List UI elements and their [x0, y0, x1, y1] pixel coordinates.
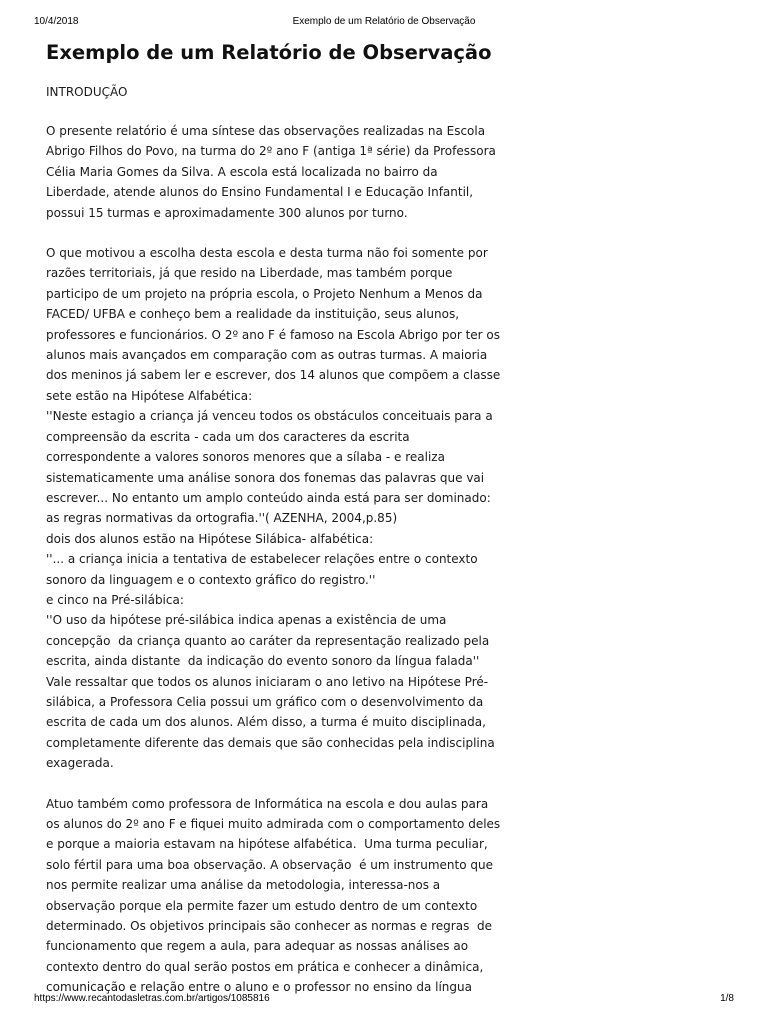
print-date: 10/4/2018: [34, 16, 79, 27]
print-header: [0, 16, 768, 30]
print-document-title: Exemplo de um Relatório de Observação: [292, 16, 476, 27]
section-heading: INTRODUÇÃO: [46, 85, 128, 99]
article-title: Exemplo de um Relatório de Observação: [46, 41, 492, 64]
paragraph-2: O que motivou a escolha desta escola e desta turma não foi somente por razões territoriais, já que resido na Liberdade, mas também porque participo de um projeto na própria escola, o Projeto Nenhum a Menos da FACED/ UFBA e conheço bem a realidade da instituição, seus alunos, professores e funcionários. O 2º ano F é famoso na Escola Abrigo por ter os alunos mais avançados em comparação com as outras turmas. A maioria dos meninos já sabem ler e escrever, dos 14 alunos que compõem a classe sete estão na Hipótese Alfabética: ''Neste estagio a criança já venceu todos os obstáculos conceituais para a compreensão da escrita - cada um dos caracteres da escrita correspondente a valores sonoros menores que a sílaba - e realiza sistematicamente uma análise sonora dos fonemas das palavras que vai escrever... No entanto um amplo conteúdo ainda está para ser dominado: as regras normativas da ortografia.''( AZENHA, 2004,p.85) dois dos alunos estão na Hipótese Silábica- alfabética: ''... a criança inicia a tentativa de estabelecer relações entre o contexto sonoro da linguagem e o contexto gráfico do registro.'' e cinco na Pré-silábica: ''O uso da hipótese pré-silábica indica apenas a existência de uma concepção da criança quanto ao caráter da representação realizado pela escrita, ainda distante da indicação do evento sonoro da língua falada'' Vale ressaltar que todos os alunos iniciaram o ano letivo na Hipótese Pré- silábica, a Professora Celia possui um gráfico com o desenvolvimento da escrita de cada um dos alunos. Além disso, a turma é muito disciplinada, completamente diferente das demais que são conhecidas pela indisciplina exagerada.: [46, 246, 501, 771]
paragraph-1: O presente relatório é uma síntese das observações realizadas na Escola Abrigo Filhos do Povo, na turma do 2º ano F (antiga 1ª série) da Professora Célia Maria Gomes da Silva. A escola está localizada no bairro da Liberdade, atende alunos do Ensino Fundamental I e Educação Infantil, possui 15 turmas e aproximadamente 300 alunos por turno.: [46, 124, 496, 220]
paragraph-3: Atuo também como professora de Informática na escola e dou aulas para os alunos do 2º ano F e fiquei muito admirada com o comportamento deles e porque a maioria estavam na hipótese alfabética. Uma turma peculiar, solo fértil para uma boa observação. A observação é um instrumento que nos permite realizar uma análise da metodologia, interessa-nos a observação porque ela permite fazer um estudo dentro de um contexto determinado. Os objetivos principais são conhecer as normas e regras de funcionamento que regem a aula, para adequar as nossas análises ao contexto dentro do qual serão postos em prática e conhecer a dinâmica, comunicação e relação entre o aluno e o professor no ensino da língua: [46, 796, 501, 995]
source-url: https://www.recantodasletras.com.br/artigos/1085816: [34, 993, 270, 1004]
article: [46, 38, 536, 998]
page-number: 1/8: [720, 993, 734, 1004]
print-footer: [0, 993, 768, 1007]
